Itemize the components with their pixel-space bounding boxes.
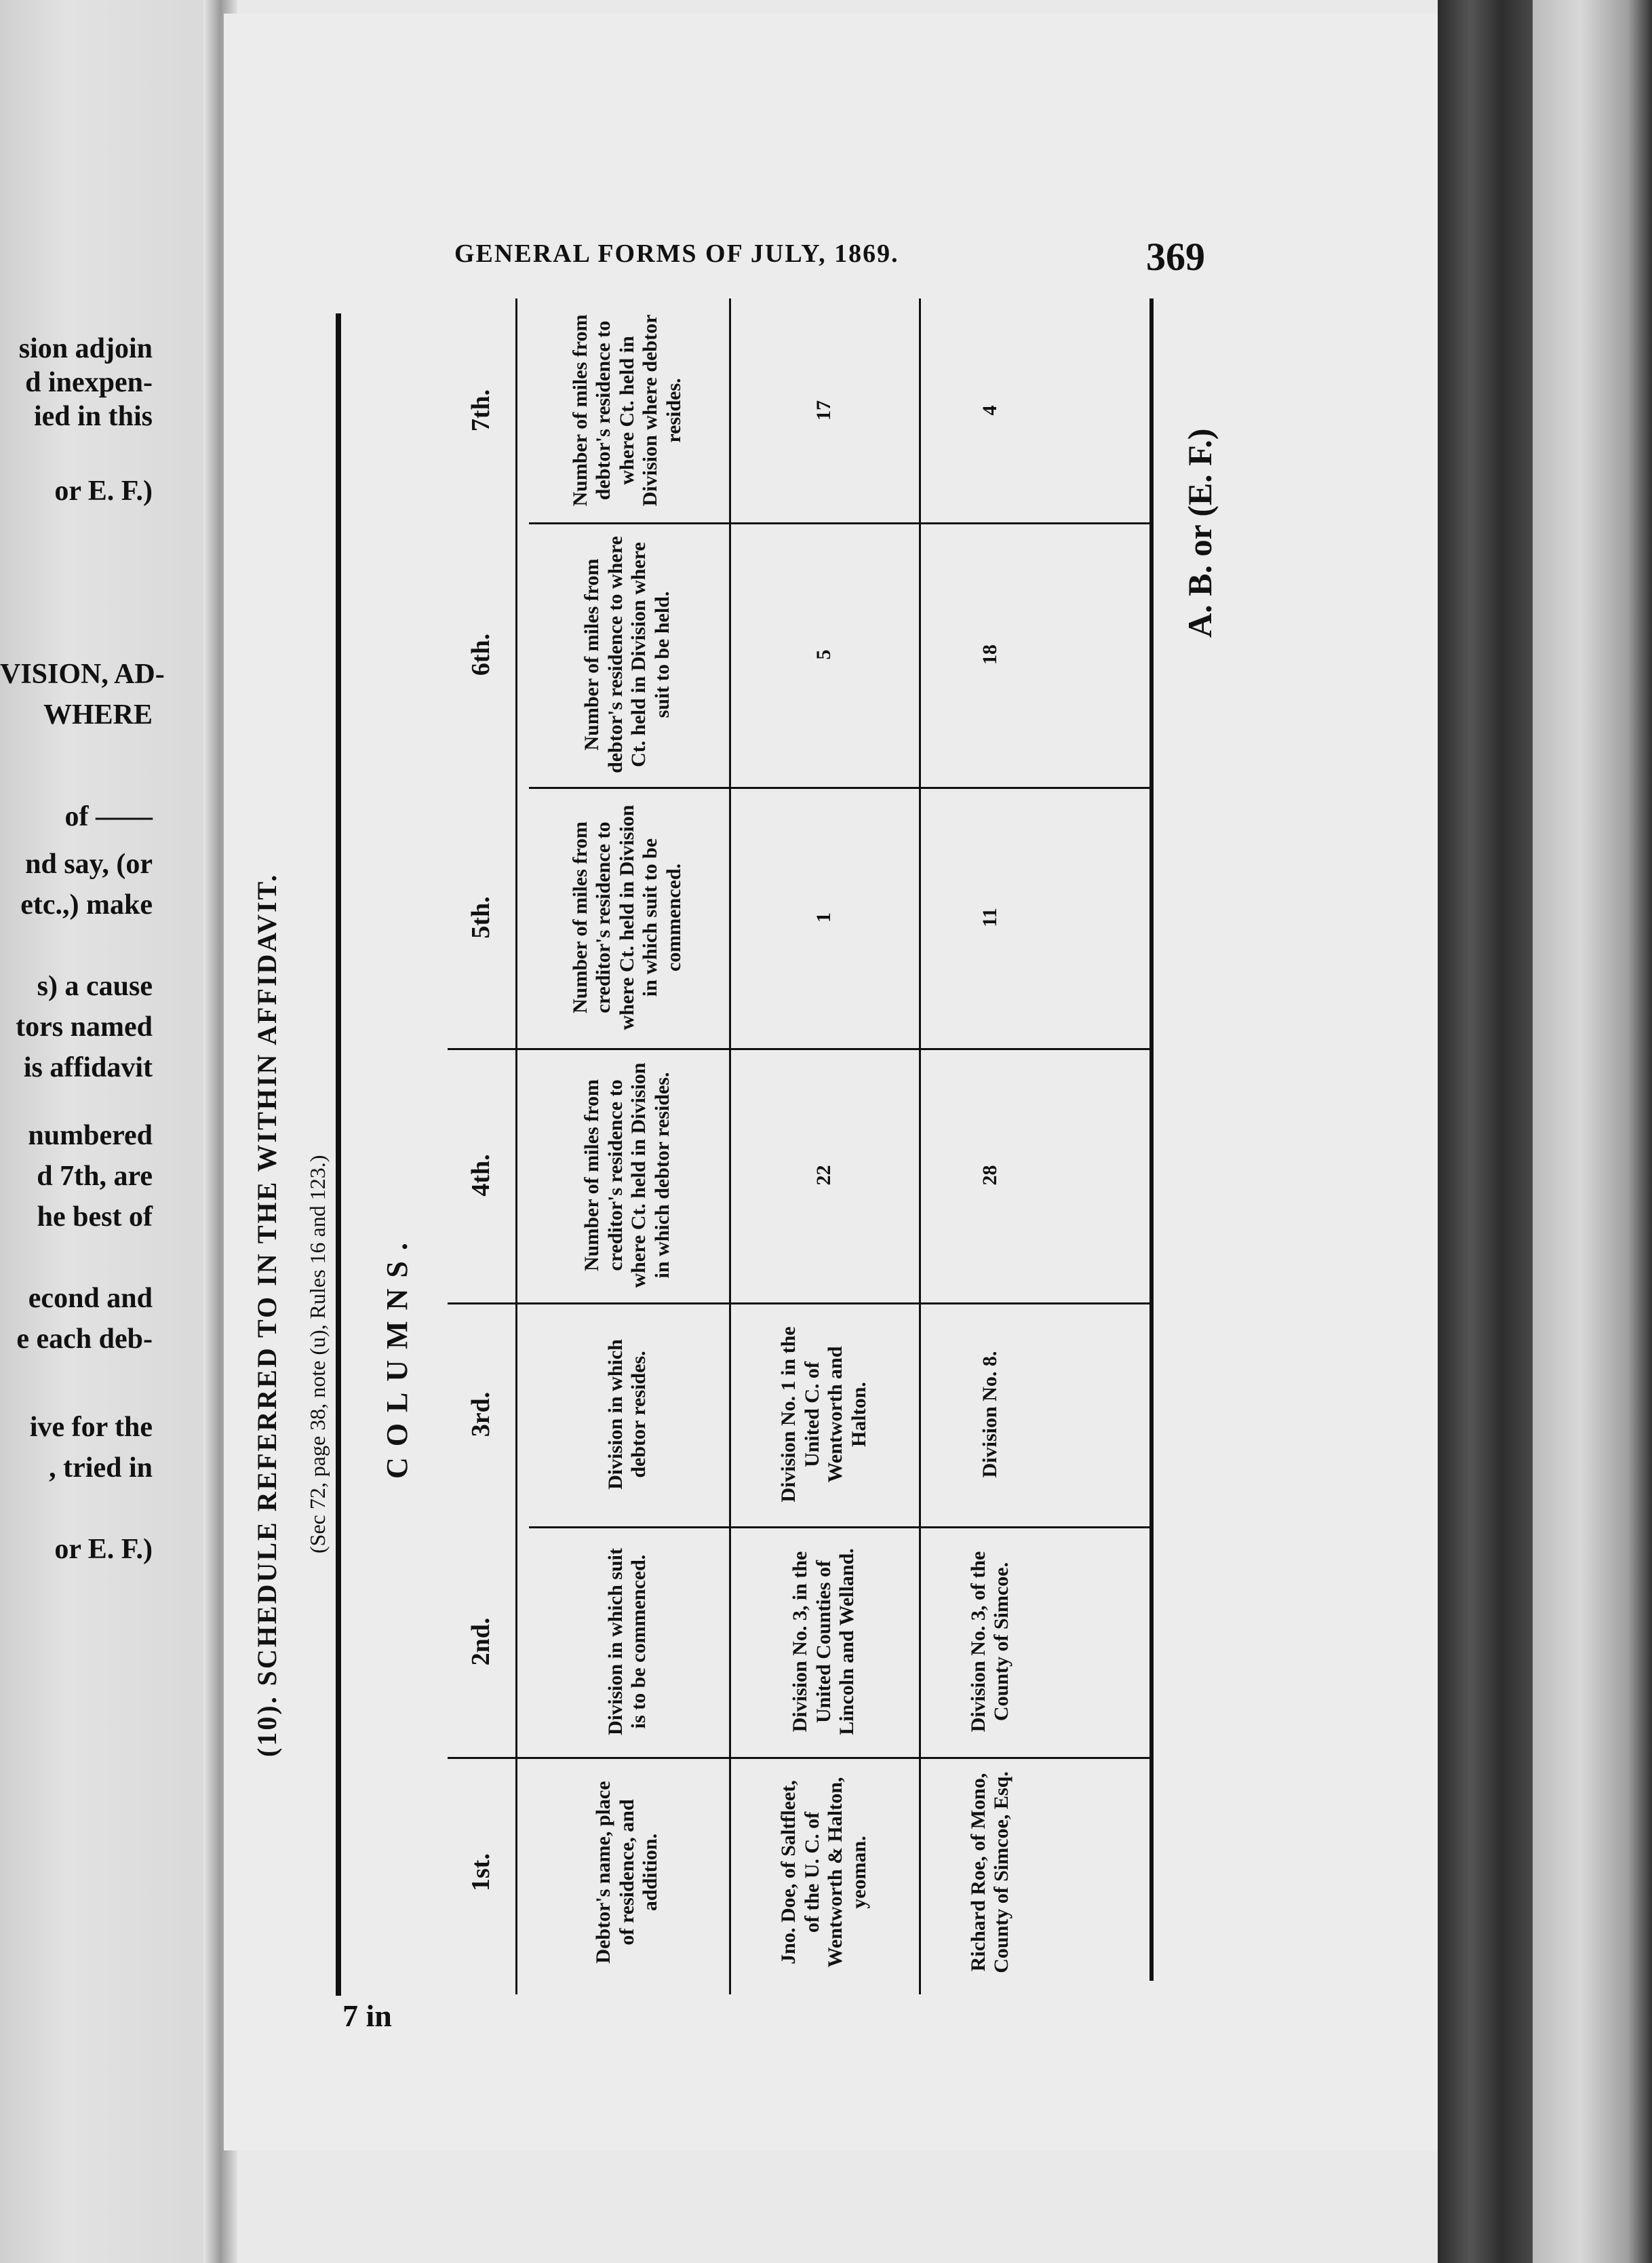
previous-page-line: , tried in <box>49 1452 153 1484</box>
previous-page-line: etc.,) make <box>20 889 153 921</box>
previous-page-line: or E. F.) <box>54 1534 153 1565</box>
column-heading: 6th. <box>467 633 496 676</box>
book-edge-outer <box>1533 0 1652 2263</box>
column-heading: 4th. <box>467 1154 496 1197</box>
previous-page-line: d inexpen- <box>25 367 153 398</box>
row-divider <box>515 298 517 1994</box>
row-divider <box>919 298 921 1994</box>
schedule-title-rotated: (10). SCHEDULE REFERRED TO IN THE WITHIN AFFIDAVIT. <box>252 872 282 1757</box>
column-description: Number of miles from creditor's residence to where Ct. held in Division in which debtor resides. <box>581 1062 673 1288</box>
column-heading: 7th. <box>467 389 496 432</box>
previous-page-line: he best of <box>37 1201 153 1233</box>
right-rule <box>1149 298 1154 1981</box>
table-cell: Division No. 3, in the United Counties of Lincoln and Welland. <box>789 1548 859 1735</box>
column-heading: 5th. <box>467 896 496 939</box>
previous-page-line: VISION, AD- <box>0 659 165 690</box>
page-number: 369 <box>1146 235 1205 279</box>
measure-label: 7 in <box>342 1998 392 2033</box>
column-description: Number of miles from debtor's residence to where Ct. held in Division where debtor resides. <box>568 314 685 507</box>
previous-page-line: tors named <box>16 1011 153 1043</box>
column-description: Division in which debtor resides. <box>604 1339 650 1490</box>
table-cell: Richard Roe, of Mono, County of Simcoe, Esq. <box>966 1771 1012 1973</box>
column-description: Debtor's name, place of residence, and addition. <box>592 1781 662 1964</box>
previous-page-line: econd and <box>28 1283 153 1314</box>
table-cell: Division No. 1 in the United C. of Wentworth and Halton. <box>777 1326 870 1503</box>
table-cell: 22 <box>812 1165 835 1186</box>
table-cell: 18 <box>978 644 1001 665</box>
table-cell: Jno. Doe, of Saltfleet, of the U. C. of Wentworth & Halton, yeoman. <box>777 1777 870 1968</box>
column-heading: 2nd. <box>467 1617 496 1666</box>
column-description: Number of miles from debtor's residence to where Ct. held in Division where suit to be held. <box>581 536 673 773</box>
table-cell: Division No. 8. <box>978 1351 1001 1478</box>
table-cell: 4 <box>978 405 1001 416</box>
previous-page-line: or E. F.) <box>54 476 153 507</box>
table-cell: 28 <box>978 1165 1001 1186</box>
columns-banner: COLUMNS. <box>380 1232 414 1479</box>
previous-page-line: ied in this <box>33 401 153 432</box>
table-cell: Division No. 3, of the County of Simcoe. <box>966 1551 1012 1733</box>
table-cell: 11 <box>978 908 1001 927</box>
column-description: Division in which suit is to be commenced. <box>604 1548 650 1735</box>
previous-page-line: e each deb- <box>16 1323 153 1355</box>
previous-page-line: nd say, (or <box>25 849 153 880</box>
schedule-subtitle-rotated: (Sec 72, page 38, note (u), Rules 16 and 123.) <box>305 1155 330 1553</box>
previous-page-line: sion adjoin <box>18 333 153 364</box>
previous-page-line: d 7th, are <box>37 1161 153 1192</box>
previous-page-line: of —— <box>64 801 153 832</box>
column-description: Number of miles from creditor's residence to where Ct. held in Division in which suit to be commenced. <box>568 805 685 1030</box>
signature: A. B. or (E. F.) <box>1181 428 1219 638</box>
previous-page-line: ive for the <box>29 1412 153 1443</box>
previous-page-line: s) a cause <box>37 971 153 1002</box>
table-cell: 1 <box>812 912 835 923</box>
previous-page-line: is affidavit <box>23 1052 153 1083</box>
row-divider <box>729 298 731 1994</box>
previous-page-line: WHERE <box>43 699 153 731</box>
table-cell: 5 <box>812 649 835 660</box>
column-heading: 3rd. <box>467 1391 496 1437</box>
running-title: GENERAL FORMS OF JULY, 1869. <box>454 239 899 268</box>
table-cell: 17 <box>812 400 835 421</box>
column-heading: 1st. <box>467 1853 496 1891</box>
previous-page-line: numbered <box>28 1120 153 1151</box>
